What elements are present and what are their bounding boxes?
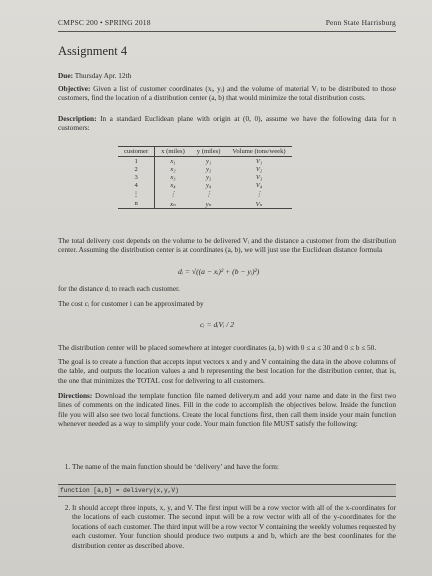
table-cell: V₂ (255, 165, 263, 173)
table-cell: y₃ (205, 173, 212, 181)
table-cell: y₁ (205, 157, 212, 165)
directions-paragraph (58, 391, 396, 429)
description-label: Description: (58, 114, 97, 123)
table-row (118, 165, 292, 173)
for-each-line: for the distance dᵢ to reach each customer. (58, 284, 180, 293)
table-cell: 3 (118, 173, 155, 181)
table-cell: x₄ (170, 182, 176, 190)
table-header-y: y (miles) (191, 147, 227, 157)
table-cell: y₂ (205, 165, 212, 173)
table-row (118, 157, 292, 166)
table-cell: ⋮ (118, 190, 155, 199)
table-cell: V₃ (255, 173, 263, 181)
table-cell: x₃ (170, 173, 176, 181)
table-row (118, 190, 292, 199)
table-cell: 2 (118, 165, 155, 173)
due-label: Due: (58, 71, 73, 80)
cost-formula: cᵢ = dᵢVᵢ / 2 (200, 320, 235, 329)
table-cell: Vₙ (226, 199, 291, 209)
due-line (58, 71, 396, 80)
goal-paragraph: The goal is to create a function that accepts input vectors x and y and V containing the data in the above columns of the table, and outputs the location values a and b representing the best location for the distribution center, that is, the one that minimizes the TOTAL cost for delivering to all customers. (58, 357, 396, 385)
list-item: 2. It should accept three inputs, x, y, and V. The first input will be a row vector with all of the x-coordinates for the locations of each customer. The second input will be a row vector with all of the y-coordinates for the locations of each customer. The third input will be a row vector V containing the weekly volumes requested by each customer. Your function should produce two outputs a and b, which are the best coordinates for the distribution center as described above. (72, 503, 396, 550)
due-text: Thursday Apr. 12th (74, 71, 132, 80)
table-cell: 1 (118, 157, 155, 166)
directions-label: Directions: (58, 391, 93, 400)
table-header-row (118, 147, 292, 157)
directions-text: Download the template function file named delivery.m and add your name and date in the first two lines of comments on the indicated lines. Fill in the code to accomplish the objectives below. Inside the function file you will also see two local functions. Create the local functions first, then call them inside your main function whenever needed as a way to simplify your code. Your main function file MUST satisfy the following: (58, 391, 396, 429)
table-cell: ⋮ (205, 191, 212, 199)
cost-line: The cost cᵢ for customer i can be approximated by (58, 299, 204, 308)
requirements-list-2 (58, 503, 396, 550)
table-row (118, 173, 292, 181)
table-cell: n (118, 199, 155, 209)
table-header-volume: Volume (tons/week) (226, 147, 291, 157)
running-header (58, 18, 396, 27)
objective-label: Objective: (58, 84, 91, 93)
table-cell: yₙ (191, 199, 227, 209)
description-text: In a standard Euclidean plane with origin at (0, 0), assume we have the following data for n customers: (58, 114, 396, 133)
placement-paragraph: The distribution center will be placed somewhere at integer coordinates (a, b) with 0 ≤ a ≤ 30 and 0 ≤ b ≤ 50. (58, 343, 377, 352)
course-header: CMPSC 200 • SPRING 2018 (58, 18, 151, 27)
list-item: 1. The name of the main function should be ‘delivery’ and have the form: (72, 462, 396, 471)
table-row (118, 182, 292, 190)
table-cell: xₙ (155, 199, 191, 209)
objective-text: Given a list of customer coordinates (xᵢ, yᵢ) and the volume of material Vᵢ to be distributed to those customers, find the location of a distribution center (a, b) that would minimize the total distribution costs. (58, 84, 396, 103)
table-row (118, 199, 292, 209)
table-cell: 4 (118, 182, 155, 190)
table-cell: x₁ (170, 157, 176, 165)
table-header-customer: customer (118, 147, 155, 157)
delivery-paragraph: The total delivery cost depends on the volume to be delivered Vᵢ and the distance a customer from the distribution center. Assuming the distribution center is at coordinates (a, b), we will just use the Euclidean distance formula (58, 236, 396, 255)
function-signature-code: function [a,b] = delivery(x,y,V) (58, 484, 396, 497)
requirements-list-1 (58, 462, 396, 471)
objective-paragraph (58, 84, 396, 103)
header-rule (58, 31, 396, 32)
table-cell: y₄ (205, 182, 212, 190)
table-cell: V₄ (255, 182, 263, 190)
assignment-title: Assignment 4 (58, 44, 128, 58)
table-header-x: x (miles) (155, 147, 191, 157)
school-header: Penn State Harrisburg (325, 18, 396, 27)
description-paragraph (58, 114, 396, 133)
distance-formula: dᵢ = √((a − xᵢ)² + (b − yᵢ)²) (178, 267, 260, 276)
table-cell: x₂ (170, 165, 176, 173)
customer-data-table (118, 146, 292, 209)
table-cell: V₁ (255, 157, 263, 165)
table-cell: ⋮ (169, 191, 177, 199)
table-cell: ⋮ (255, 191, 263, 199)
